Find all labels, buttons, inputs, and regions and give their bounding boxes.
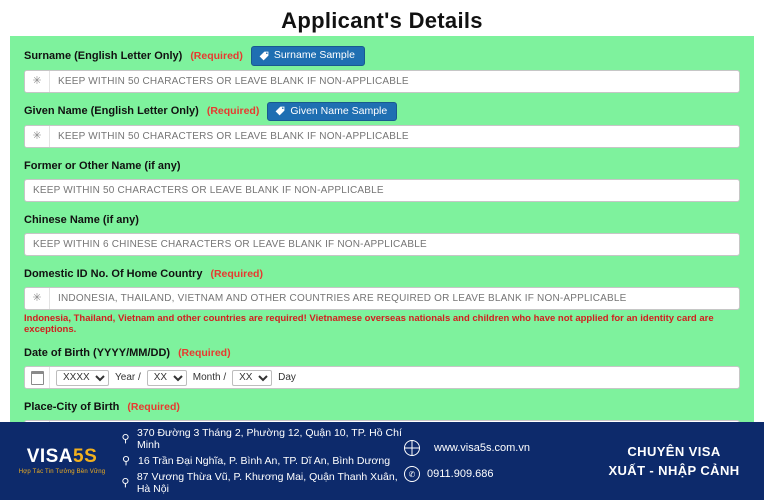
field-date-of-birth: [24, 344, 740, 389]
date-of-birth-wrap[interactable]: [24, 366, 740, 389]
given-name-input-wrap[interactable]: [24, 125, 740, 148]
map-pin-icon: ⚲: [121, 432, 130, 445]
brand-slogan: Hợp Tác Tin Tưởng Bền Vững: [18, 469, 106, 475]
surname-sample-label: Surname Sample: [273, 49, 355, 61]
field-label: Chinese Name (if any): [24, 214, 139, 227]
address-text: 370 Đường 3 Tháng 2, Phường 12, Quận 10, TP. Hồ Chí Minh: [137, 427, 402, 451]
phone-link[interactable]: [404, 466, 594, 482]
phone-text: 0911.909.686: [427, 468, 494, 480]
field-former-name: [24, 157, 740, 202]
former-name-input[interactable]: [25, 180, 739, 201]
field-chinese-name: [24, 211, 740, 256]
tag-icon: [259, 51, 269, 61]
website-text: www.visa5s.com.vn: [434, 442, 530, 454]
date-of-birth-controls: [50, 367, 739, 388]
required-marker: (Required): [206, 105, 260, 118]
label-row-surname: [24, 46, 740, 66]
address-text: 87 Vương Thừa Vũ, P. Khương Mai, Quận Thanh Xuân, Hà Nội: [136, 471, 398, 495]
asterisk-icon: ✳: [25, 71, 50, 92]
required-marker: (Required): [127, 401, 180, 414]
brand-logo[interactable]: [10, 447, 114, 475]
field-label: Given Name (English Letter Only): [24, 105, 199, 118]
map-pin-icon: ⚲: [121, 454, 131, 467]
label-row-place-city: [24, 398, 740, 416]
dob-year-select[interactable]: [56, 370, 109, 386]
field-label: Domestic ID No. Of Home Country: [24, 268, 203, 281]
domestic-id-input[interactable]: [50, 288, 739, 309]
asterisk-icon: ✳: [25, 288, 50, 309]
field-surname: [24, 46, 740, 93]
dob-month-select[interactable]: [147, 370, 187, 386]
required-marker: (Required): [178, 347, 231, 360]
chinese-name-input[interactable]: [25, 234, 739, 255]
surname-sample-button[interactable]: [251, 46, 365, 66]
map-pin-icon: ⚲: [121, 476, 130, 489]
calendar-icon: [25, 367, 50, 388]
given-name-sample-label: Given Name Sample: [290, 104, 388, 117]
field-label: Place-City of Birth: [24, 401, 120, 414]
dob-year-suffix: Year /: [115, 372, 141, 384]
given-name-input[interactable]: [50, 126, 739, 147]
label-row-given-name: [24, 102, 740, 122]
brand-name-accent: 5S: [73, 446, 98, 467]
footer-tagline: [594, 442, 754, 481]
surname-input-wrap[interactable]: [24, 70, 740, 93]
address-list: [114, 427, 404, 495]
field-label: Former or Other Name (if any): [24, 160, 181, 173]
chinese-name-input-wrap[interactable]: [24, 233, 740, 256]
brand-name: [10, 447, 114, 466]
domestic-id-input-wrap[interactable]: [24, 287, 740, 310]
brand-name-main: VISA: [26, 446, 74, 467]
field-label: Date of Birth (YYYY/MM/DD): [24, 347, 171, 360]
address-text: 16 Trần Đại Nghĩa, P. Bình An, TP. Dĩ An, Bình Dương: [138, 455, 391, 467]
given-name-sample-button[interactable]: [267, 102, 397, 122]
former-name-input-wrap[interactable]: [24, 179, 740, 202]
address-item: [120, 427, 404, 451]
label-row-domestic-id: [24, 265, 740, 283]
website-link[interactable]: [404, 440, 594, 456]
label-row-former-name: [24, 157, 740, 175]
required-marker: (Required): [190, 49, 243, 62]
page-title: Applicant's Details: [281, 8, 483, 33]
dob-day-suffix: Day: [278, 372, 296, 384]
address-item: [120, 471, 404, 495]
tagline-line-1: CHUYÊN VISA: [627, 443, 721, 459]
field-given-name: [24, 102, 740, 149]
domestic-id-note: Indonesia, Thailand, Vietnam and other countries are required! Vietnamese overseas nationals and children who have not applied for an identity card are exceptions.: [24, 313, 714, 336]
label-row-date-of-birth: [24, 344, 740, 362]
surname-input[interactable]: [50, 71, 739, 92]
tag-icon: [275, 106, 285, 116]
phone-icon: ✆: [404, 466, 420, 482]
required-marker: (Required): [210, 268, 263, 281]
dob-day-select[interactable]: [232, 370, 272, 386]
field-label: Surname (English Letter Only): [24, 49, 183, 62]
dob-month-suffix: Month /: [192, 372, 227, 384]
label-row-chinese-name: [24, 211, 740, 229]
contact-list: [404, 440, 594, 482]
site-footer: [0, 422, 764, 500]
field-place-city-of-birth: [24, 398, 740, 422]
field-domestic-id: [24, 265, 740, 335]
asterisk-icon: ✳: [25, 126, 50, 147]
tagline-line-2: XUẤT - NHẬP CẢNH: [608, 463, 740, 478]
address-item: [120, 455, 404, 467]
applicant-details-form: [10, 36, 754, 422]
globe-icon: [404, 440, 420, 456]
